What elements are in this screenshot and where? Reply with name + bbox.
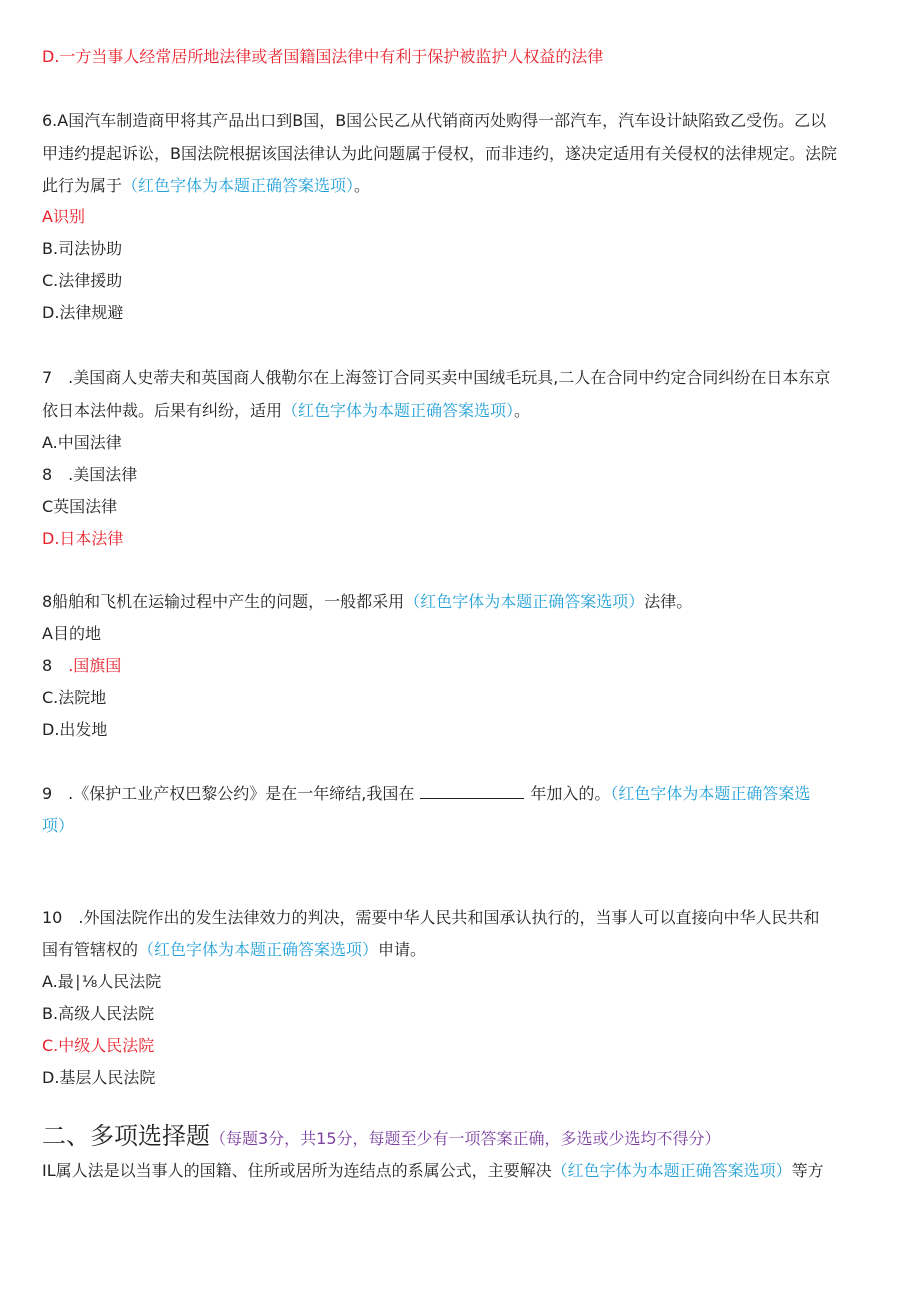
q6-option-c: C.法律援助 [42, 271, 123, 290]
q7-question-line-2 [42, 395, 882, 427]
q10-answer-note: （红色字体为本题正确答案选项） [138, 940, 379, 959]
q9-question-text: 9 .《保护工业产权巴黎公约》是在一年缔结,我国在 [42, 784, 415, 803]
q8-answer-note: （红色字体为本题正确答案选项） [404, 592, 645, 611]
q6-option-b: B.司法协助 [42, 239, 123, 258]
q6-question-end: 。 [354, 176, 371, 195]
q11-question-line-1 [42, 1155, 882, 1187]
q10-question-text: 国有管辖权的 [42, 940, 139, 959]
q8-question-line-1 [42, 586, 882, 618]
q10-option-b: B.高级人民法院 [42, 1004, 155, 1023]
q8-option-a: A目的地 [42, 624, 101, 643]
section-2-scoring-note: （每题3分，共15分，每题至少有一项答案正确，多选或少选均不得分） [210, 1129, 721, 1148]
q8-option-b [42, 650, 882, 682]
q9-question-end: 年加入的。 [530, 784, 611, 803]
q6-option-d: D.法律规避 [42, 303, 124, 322]
q8-option-d: D.出发地 [42, 720, 108, 739]
q7-question-end: 。 [514, 401, 531, 420]
q10-option-d: D.基层人民法院 [42, 1068, 156, 1087]
q8-question-text: 8船舶和飞机在运输过程中产生的问题，一般都采用 [42, 592, 405, 611]
q6-question-line-1: 6.A国汽车制造商甲将其产品出口到B国，B国公民乙从代销商丙处购得一部汽车，汽车设计缺陷致乙受伤。乙以 [42, 111, 827, 130]
q11-question-end: 等方 [791, 1161, 824, 1180]
q7-answer-note: （红色字体为本题正确答案选项） [282, 401, 515, 420]
q10-question-line-1: 10 .外国法院作出的发生法律效力的判决，需要中华人民共和国承认执行的，当事人可以直接向中华人民共和 [42, 908, 820, 927]
q9-answer-note: （红色字体为本题正确答案选 [610, 784, 811, 803]
q9-answer-note-continued: 项） [42, 816, 75, 835]
q7-option-b: 8 .美国法律 [42, 465, 138, 484]
q8-question-end: 法律。 [644, 592, 693, 611]
q6-answer-note: （红色字体为本题正确答案选项） [122, 176, 355, 195]
q10-option-c: C.中级人民法院 [42, 1036, 155, 1055]
q7-option-d: D.日本法律 [42, 529, 124, 548]
q9-fill-blank [420, 784, 524, 799]
q5-option-d: D.一方当事人经常居所地法律或者国籍国法律中有利于保护被监护人权益的法律 [42, 47, 604, 66]
section-2-heading [42, 1117, 882, 1158]
q6-question-line-2: 甲违约提起诉讼，B国法院根据该国法律认为此问题属于侵权，而非违约，遂决定适用有关侵权的法律规定。法院 [42, 144, 837, 163]
q9-question-line-1 [42, 778, 882, 810]
q7-option-a: A.中国法律 [42, 433, 122, 452]
q7-question-line-1: 7 .美国商人史蒂夫和英国商人俄勒尔在上海签订合同买卖中国绒毛玩具,二人在合同中约定合同纠纷在日本东京 [42, 368, 831, 387]
q6-question-line-3 [42, 170, 882, 202]
q10-question-line-2 [42, 934, 882, 966]
section-2-title: 二、多项选择题 [42, 1122, 210, 1150]
q10-question-end: 申请。 [378, 940, 427, 959]
q11-question-text: IL属人法是以当事人的国籍、住所或居所为连结点的系属公式，主要解决 [42, 1161, 552, 1180]
q7-option-c: C英国法律 [42, 497, 118, 516]
q8-option-b-number: 8 [42, 656, 69, 675]
q10-option-a: A.最∣⅛人民法院 [42, 972, 162, 991]
q8-option-b-text: .国旗国 [68, 656, 122, 675]
q11-answer-note: （红色字体为本题正确答案选项） [551, 1161, 792, 1180]
q6-question-text: 此行为属于 [42, 176, 123, 195]
q8-option-c: C.法院地 [42, 688, 107, 707]
q7-question-text: 依日本法仲裁。后果有纠纷，适用 [42, 401, 283, 420]
q6-option-a: A识别 [42, 207, 85, 226]
